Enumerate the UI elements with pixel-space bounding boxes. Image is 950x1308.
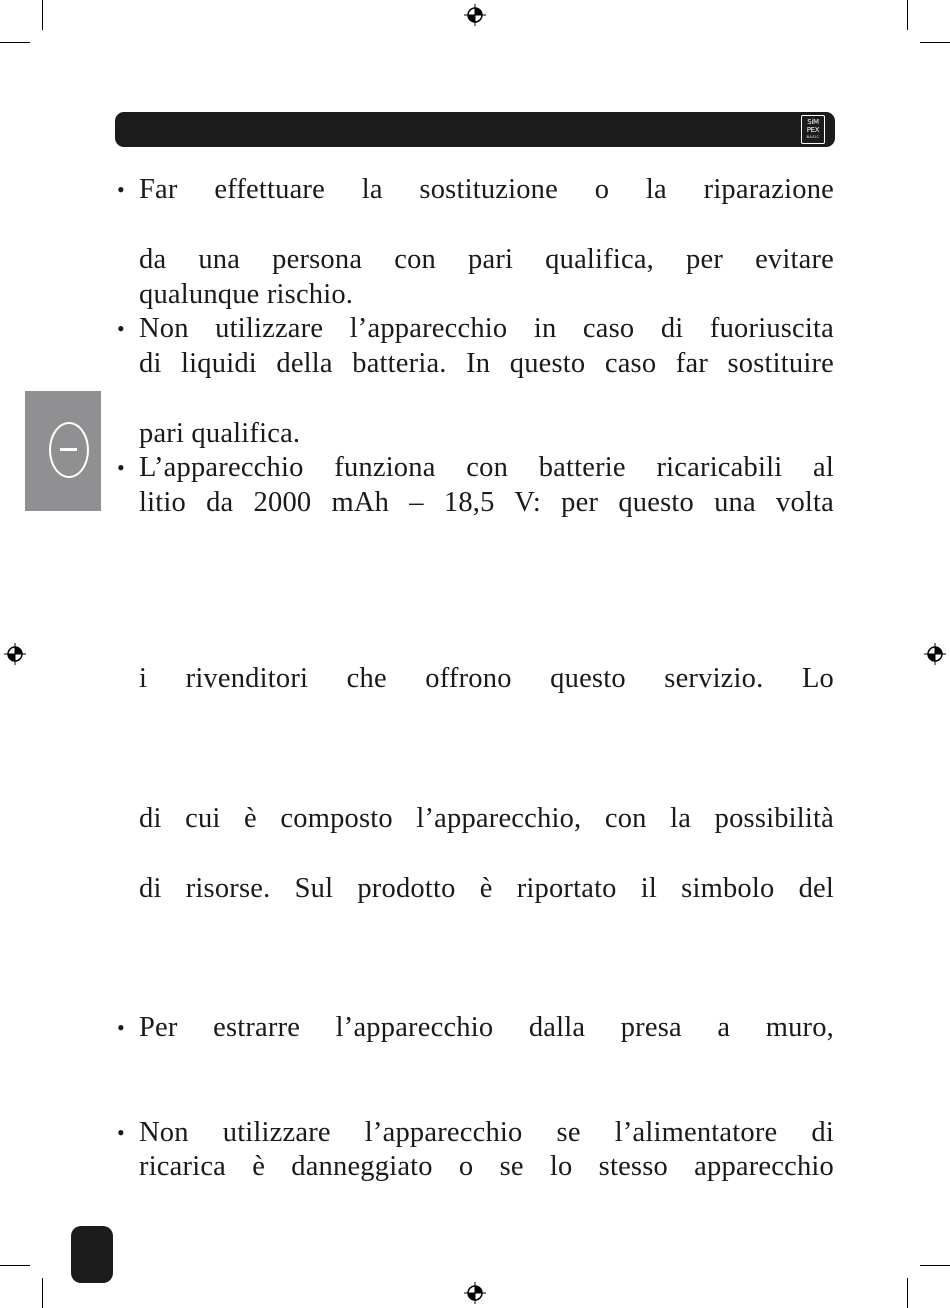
text-line: di cui è composto l’apparecchio, con la possibilità <box>139 803 834 834</box>
text-line: Non utilizzare l’apparecchio in caso di fuoriuscita <box>139 313 834 344</box>
registration-mark-icon <box>4 643 26 665</box>
text-line: di risorse. Sul prodotto è riportato il simbolo del <box>139 873 834 904</box>
text-line: Non utilizzare l’apparecchio se l’alimentatore di <box>139 1117 834 1148</box>
text-line: L’apparecchio funziona con batterie ricaricabili al <box>139 452 834 483</box>
text-line: Far effettuare la sostituzione o la riparazione <box>139 174 834 205</box>
header-bar <box>115 112 835 147</box>
logo-line-3: BASIC <box>806 135 820 139</box>
bullet: • <box>117 316 125 341</box>
bullet: • <box>117 1120 125 1145</box>
text-line: qualunque rischio. <box>139 279 354 310</box>
logo-line-1: SiM <box>807 118 819 126</box>
text-line: da una persona con pari qualifica, per evitare <box>139 244 834 275</box>
simpex-logo <box>801 115 825 144</box>
text-line: ricarica è danneggiato o se lo stesso apparecchio <box>139 1151 834 1182</box>
crop-mark <box>907 1278 908 1308</box>
bullet: • <box>117 1015 125 1040</box>
text-line: litio da 2000 mAh – 18,5 V: per questo una volta <box>139 487 834 518</box>
crop-mark <box>42 1278 43 1308</box>
text-line: Per estrarre l’apparecchio dalla presa a muro, <box>139 1012 834 1043</box>
crop-mark <box>920 1265 950 1266</box>
text-line: di liquidi della batteria. In questo caso far sostituire <box>139 348 834 379</box>
crop-mark <box>0 1265 30 1266</box>
registration-mark-icon <box>924 643 946 665</box>
crop-mark <box>0 42 30 43</box>
registration-mark-icon <box>464 4 486 26</box>
registration-mark-icon <box>464 1282 486 1304</box>
bullet: • <box>117 455 125 480</box>
crop-mark <box>920 42 950 43</box>
crop-mark <box>42 0 43 30</box>
page-number-block <box>71 1226 113 1283</box>
language-tab <box>25 391 101 511</box>
language-circle-icon <box>49 422 89 478</box>
crop-mark <box>907 0 908 30</box>
text-line: pari qualifica. <box>139 418 301 449</box>
bullet: • <box>117 177 125 202</box>
text-line: i rivenditori che offrono questo servizio. Lo <box>139 663 834 694</box>
logo-line-2: PEX <box>806 126 820 134</box>
